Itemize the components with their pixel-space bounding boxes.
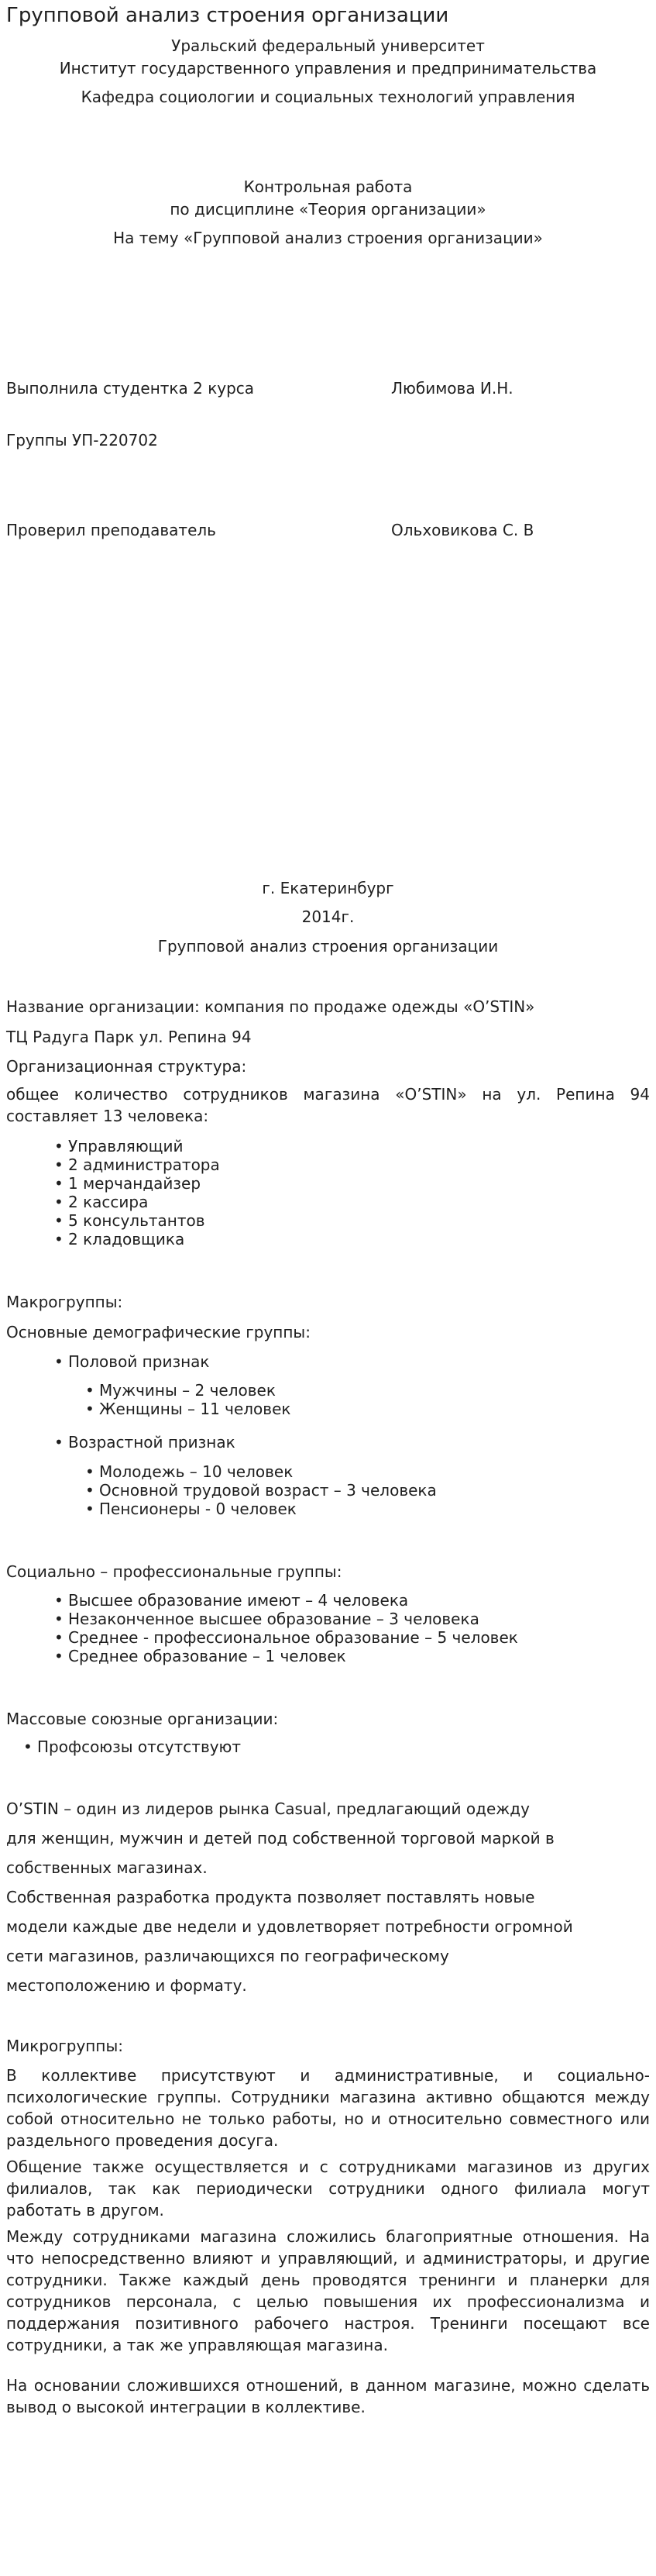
structure-label: Организационная структура: xyxy=(6,1057,247,1076)
macro-label: Макрогруппы: xyxy=(6,1293,123,1311)
department-name: Кафедра социологии и социальных технологий управления xyxy=(81,88,575,106)
demographic-label: Основные демографические группы: xyxy=(6,1323,311,1341)
list-item: • 1 мерчандайзер xyxy=(54,1174,201,1193)
about-line: сети магазинов, различающихся по географическому xyxy=(6,1947,449,1965)
city: г. Екатеринбург xyxy=(262,879,394,897)
list-item: • Управляющий xyxy=(54,1137,184,1155)
paragraph: Между сотрудниками магазина сложились благоприятные отношения. На что непосредственно влияют и управляющий, и администраторы, и другие сотрудники. Также каждый день проводятся тренинги и планерки для сотрудников персонала, с целью повышения их профессионализма и поддержания позитивного рабочего настроя. Тренинги посещают все сотрудники, а так же управляющая магазина. xyxy=(6,2227,650,2354)
social-label: Социально – профессиональные группы: xyxy=(6,1562,342,1581)
micro-label: Микрогруппы: xyxy=(6,2037,123,2055)
document-title: Групповой анализ строения организации xyxy=(6,4,449,27)
list-item: • Основной трудовой возраст – 3 человека xyxy=(85,1481,437,1500)
list-item: • Профсоюзы отсутствуют xyxy=(23,1737,242,1756)
list-item: • Молодежь – 10 человек xyxy=(85,1462,294,1481)
list-item: • Половой признак xyxy=(54,1352,210,1371)
section-heading: Групповой анализ строения организации xyxy=(157,937,499,956)
discipline: по дисциплине «Теория организации» xyxy=(170,200,486,219)
about-line: для женщин, мужчин и детей под собственной торговой маркой в xyxy=(6,1829,555,1848)
union-label: Массовые союзные организации: xyxy=(6,1710,279,1728)
list-item: • 2 кассира xyxy=(54,1193,149,1211)
list-item: • Мужчины – 2 человек xyxy=(85,1381,276,1400)
about-line: O’STIN – один из лидеров рынка Casual, предлагающий одежду xyxy=(6,1799,530,1818)
list-item: • 2 кладовщика xyxy=(54,1230,185,1248)
list-item: • 2 администратора xyxy=(54,1155,220,1174)
list-item: • 5 консультантов xyxy=(54,1211,205,1230)
about-line: Собственная разработка продукта позволяет поставлять новые xyxy=(6,1888,535,1906)
checked-by-label: Проверил преподаватель xyxy=(6,521,216,539)
staff-intro: общее количество сотрудников магазина «O’STIN» на ул. Репина 94 составляет 13 человека: xyxy=(6,1085,650,1125)
list-item: • Высшее образование имеют – 4 человека xyxy=(54,1591,409,1610)
student-name: Любимова И.Н. xyxy=(391,379,513,398)
list-item: • Пенсионеры - 0 человек xyxy=(85,1500,297,1518)
list-item: • Женщины – 11 человек xyxy=(85,1400,291,1418)
year: 2014г. xyxy=(301,907,355,926)
teacher-name: Ольховикова С. В xyxy=(391,521,534,539)
about-line: модели каждые две недели и удовлетворяет потребности огромной xyxy=(6,1917,573,1936)
about-line: собственных магазинах. xyxy=(6,1858,208,1877)
paragraph: Общение также осуществляется и с сотрудниками магазинов из других филиалов, так как периодически сотрудники одного филиала могут работать в другом. xyxy=(6,2158,650,2220)
institute-name: Институт государственного управления и предпринимательства xyxy=(59,59,597,77)
group-number: Группы УП-220702 xyxy=(6,431,158,449)
topic: На тему «Групповой анализ строения организации» xyxy=(113,229,543,247)
list-item: • Среднее образование – 1 человек xyxy=(54,1647,346,1665)
performed-by-label: Выполнила студентка 2 курса xyxy=(6,379,255,398)
list-item: • Незаконченное высшее образование – 3 человека xyxy=(54,1610,479,1628)
org-address: ТЦ Радуга Парк ул. Репина 94 xyxy=(6,1028,252,1046)
list-item: • Среднее - профессиональное образование – 5 человек xyxy=(54,1628,518,1647)
paragraph: На основании сложившихся отношений, в данном магазине, можно сделать вывод о высокой интеграции в коллективе. xyxy=(6,2376,650,2416)
org-name: Название организации: компания по продаже одежды «O’STIN» xyxy=(6,997,535,1016)
list-item: • Возрастной признак xyxy=(54,1433,235,1452)
university-name: Уральский федеральный университет xyxy=(171,36,485,55)
about-line: местоположению и формату. xyxy=(6,1976,247,1995)
paragraph: В коллективе присутствуют и административные, и социально-психологические группы. Сотрудники магазина активно общаются между собой относительно не только работы, но и относительно совместного или раздельного проведения досуга. xyxy=(6,2066,650,2150)
work-type: Контрольная работа xyxy=(243,177,413,196)
